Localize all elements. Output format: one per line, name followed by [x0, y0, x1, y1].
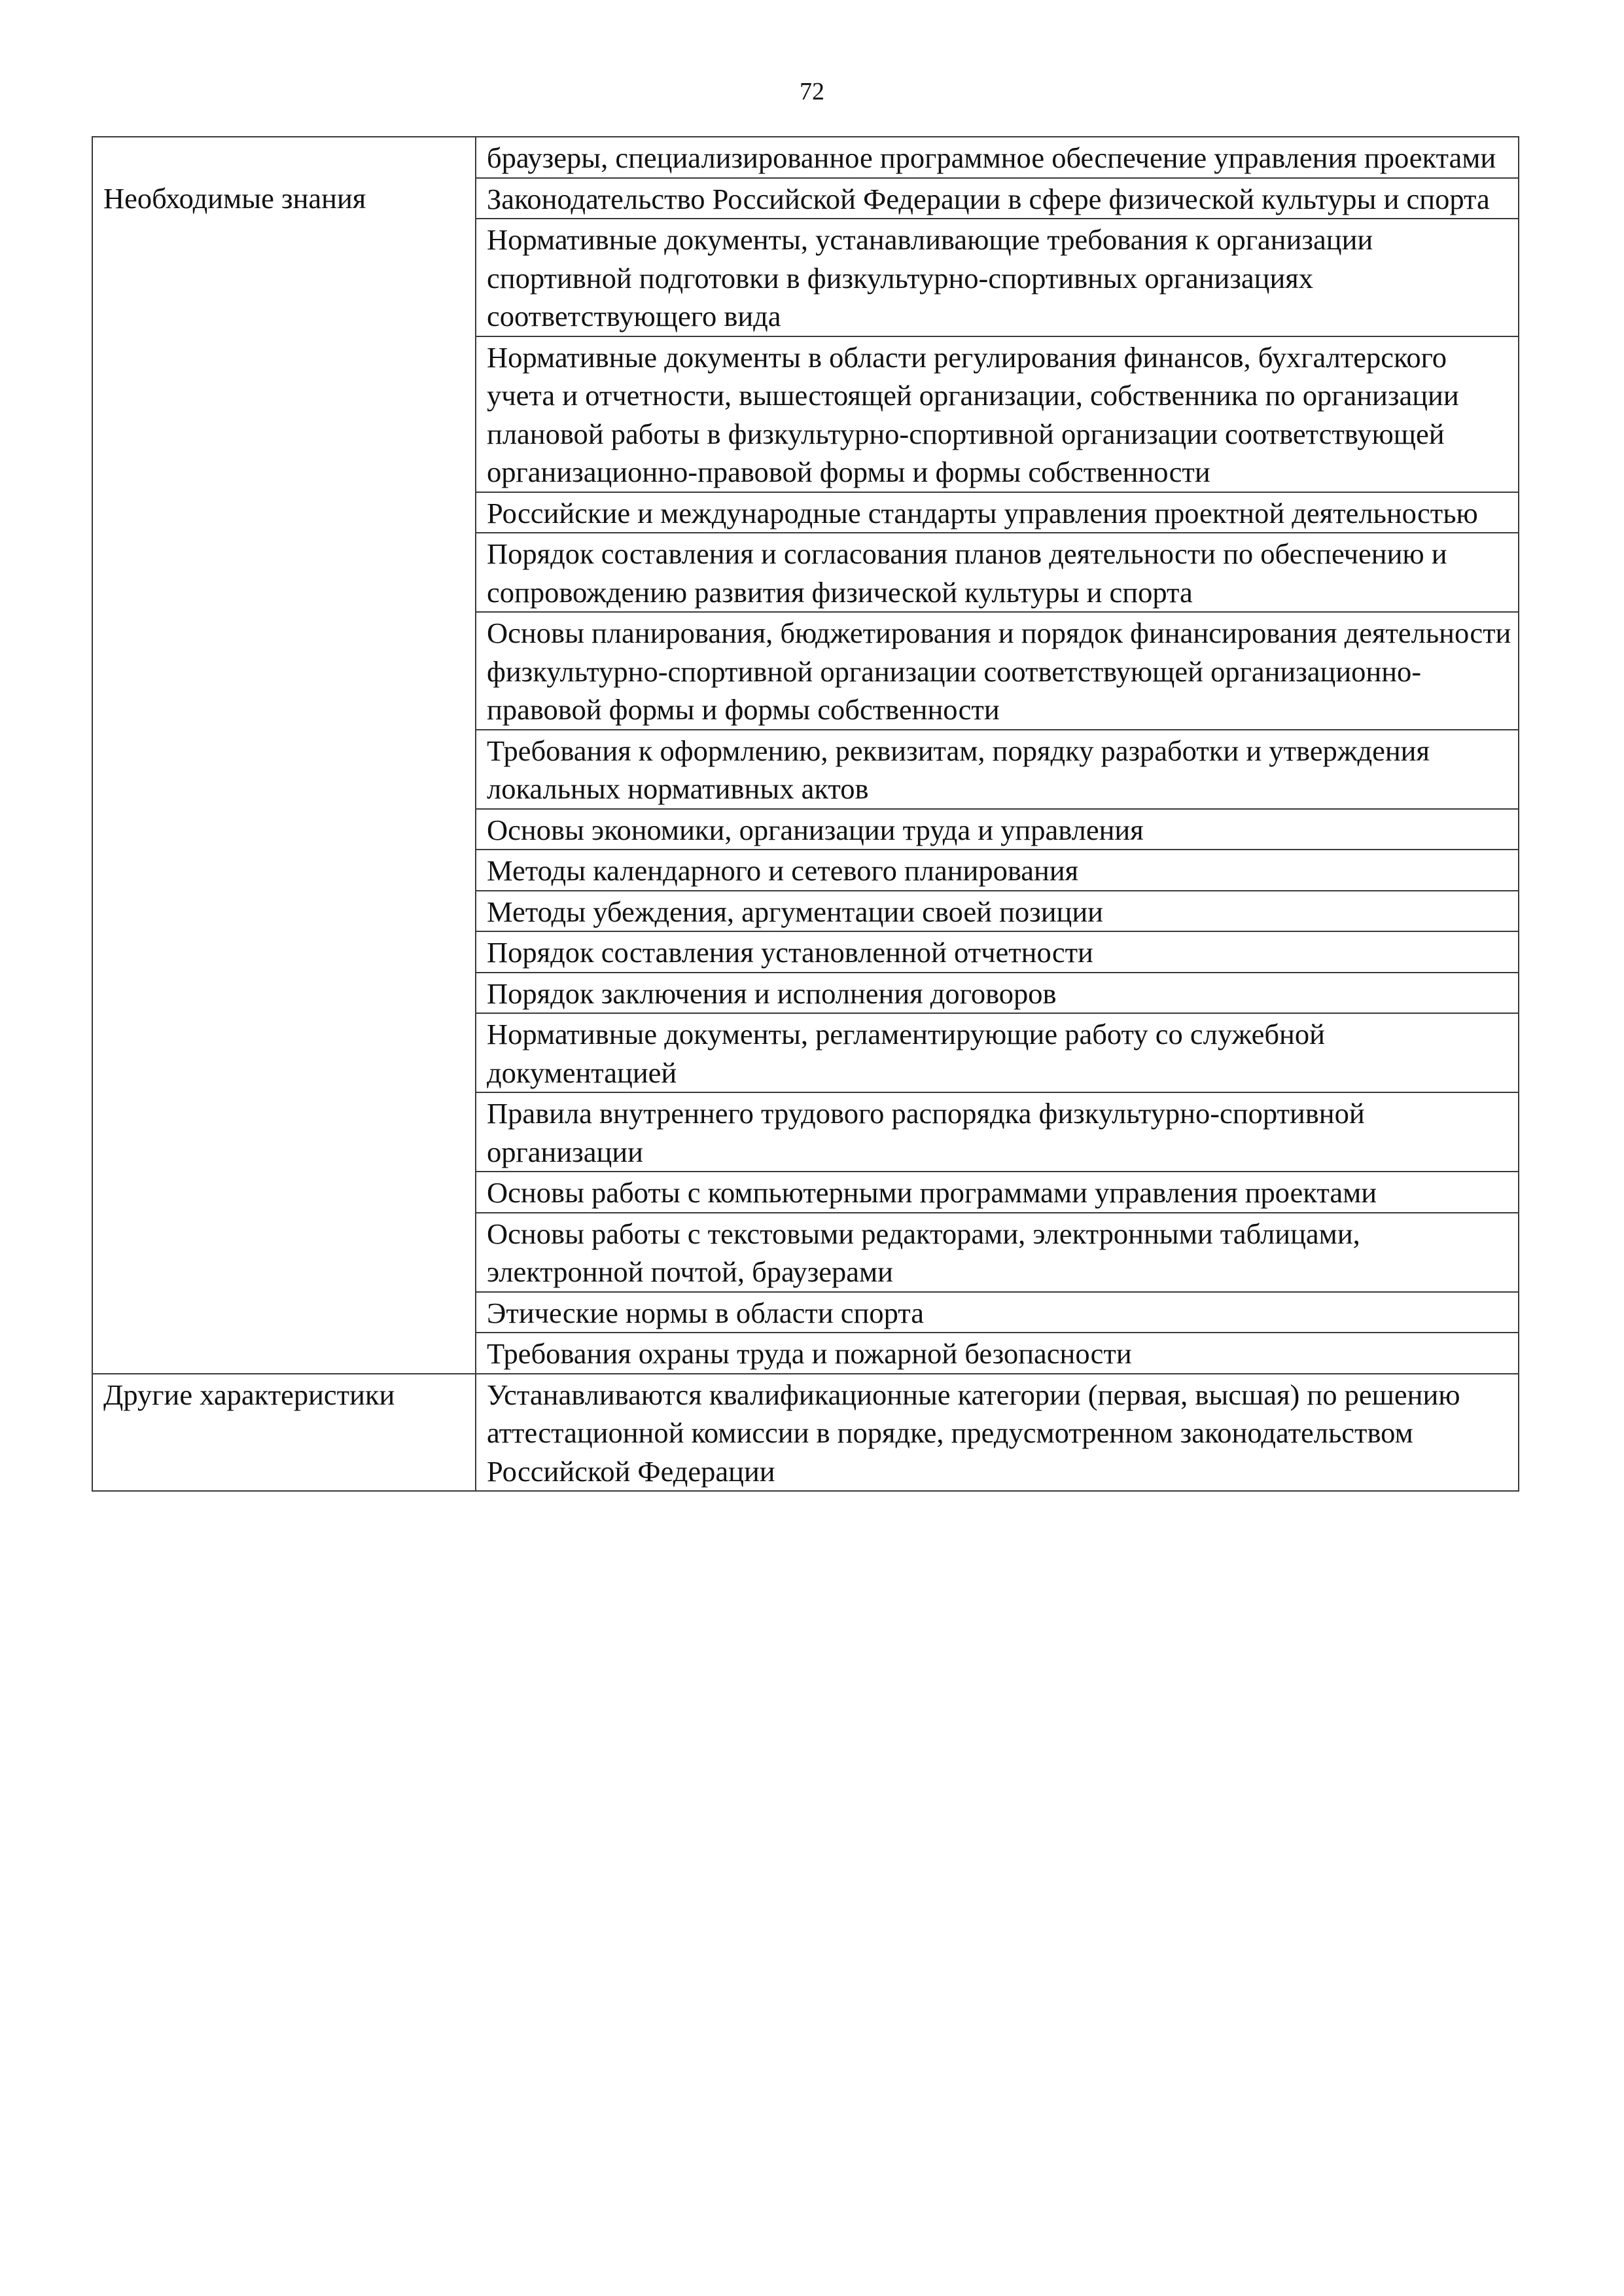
- section-item: Основы экономики, организации труда и управления: [476, 809, 1519, 850]
- section-item: Нормативные документы в области регулирования финансов, бухгалтерского учета и отчетности, вышестоящей организации, собственника по организации плановой работы в физкультурно-спортивной организации соответствующей организационно-правовой формы и формы собственности: [476, 336, 1519, 492]
- section-item: Правила внутреннего трудового распорядка физкультурно-спортивной организации: [476, 1092, 1519, 1172]
- section-item: Основы работы с компьютерными программами управления проектами: [476, 1172, 1519, 1213]
- section-label: Необходимые знания: [92, 178, 476, 1374]
- section-item: Нормативные документы, устанавливающие требования к организации спортивной подготовки в физкультурно-спортивных организациях соответствующего вида: [476, 219, 1519, 336]
- section-item: Основы работы с текстовыми редакторами, электронными таблицами, электронной почтой, браузерами: [476, 1213, 1519, 1292]
- section-item: Нормативные документы, регламентирующие работу со служебной документацией: [476, 1013, 1519, 1092]
- page-number: 72: [800, 78, 824, 105]
- section-item: Порядок составления и согласования планов деятельности по обеспечению и сопровождению развития физической культуры и спорта: [476, 533, 1519, 612]
- table-row: [92, 1374, 1519, 1492]
- table-row-continued: [92, 137, 1519, 178]
- section-item: Порядок заключения и исполнения договоров: [476, 973, 1519, 1014]
- continued-cell: браузеры, специализированное программное обеспечение управления проектами: [476, 137, 1519, 178]
- section-item: Требования к оформлению, реквизитам, порядку разработки и утверждения локальных нормативных актов: [476, 730, 1519, 809]
- empty-label-cell: [92, 137, 476, 178]
- section-item: Методы календарного и сетевого планирования: [476, 850, 1519, 891]
- section-label: Другие характеристики: [92, 1374, 476, 1492]
- section-item: Требования охраны труда и пожарной безопасности: [476, 1333, 1519, 1374]
- section-item: Устанавливаются квалификационные категории (первая, высшая) по решению аттестационной комиссии в порядке, предусмотренном законодательством Российской Федерации: [476, 1374, 1519, 1492]
- section-item: Законодательство Российской Федерации в сфере физической культуры и спорта: [476, 178, 1519, 219]
- section-item: Основы планирования, бюджетирования и порядок финансирования деятельности физкультурно-спортивной организации соответствующей организационно-правовой формы и формы собственности: [476, 612, 1519, 730]
- section-item: Этические нормы в области спорта: [476, 1292, 1519, 1333]
- section-item: Российские и международные стандарты управления проектной деятельностью: [476, 492, 1519, 533]
- section-item: Методы убеждения, аргументации своей позиции: [476, 891, 1519, 932]
- qualification-table: [92, 136, 1519, 1492]
- table-body: [92, 137, 1519, 1491]
- table-row: [92, 178, 1519, 219]
- section-item: Порядок составления установленной отчетности: [476, 931, 1519, 973]
